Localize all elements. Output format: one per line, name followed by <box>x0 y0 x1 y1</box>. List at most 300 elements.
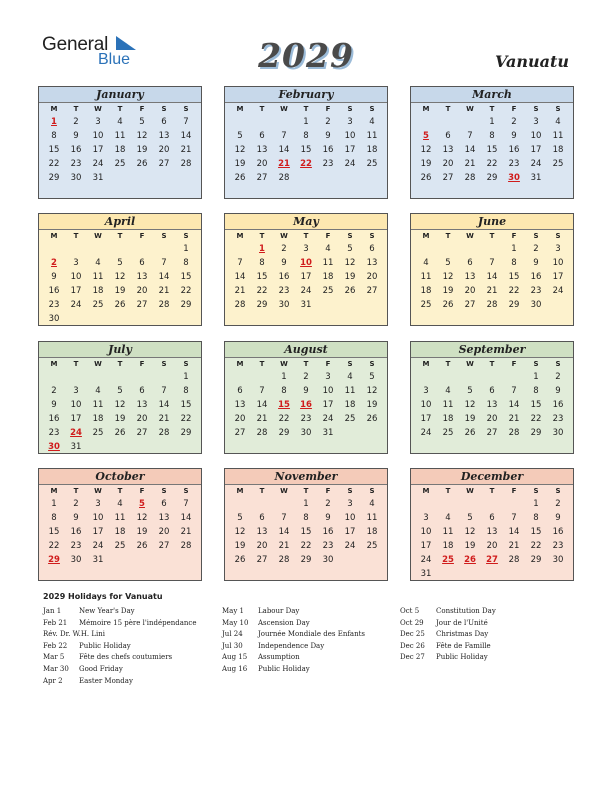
day-cell: 4 <box>117 499 123 509</box>
week-row <box>39 171 201 185</box>
weekday-header: T <box>303 232 309 240</box>
holiday-day-cell: 24 <box>70 428 82 438</box>
weekday-header: S <box>533 487 539 495</box>
day-cell: 27 <box>158 541 170 551</box>
day-cell: 7 <box>183 499 189 509</box>
week-row <box>39 412 201 426</box>
week-row <box>225 525 387 539</box>
weekday-header: T <box>117 232 123 240</box>
weekday-header: S <box>533 232 539 240</box>
day-cell: 1 <box>183 244 189 254</box>
day-cell: 14 <box>180 513 192 523</box>
holiday-row <box>222 641 365 653</box>
day-cell <box>109 312 131 326</box>
holiday-date: Mar 5 <box>43 653 65 662</box>
day-cell: 12 <box>114 272 126 282</box>
holiday-row <box>43 676 196 688</box>
day-cell: 27 <box>256 173 268 183</box>
day-cell: 22 <box>180 286 192 296</box>
week-row <box>39 298 201 312</box>
weekday-header: S <box>555 232 561 240</box>
weekday-header: S <box>347 360 353 368</box>
day-cell: 29 <box>486 173 498 183</box>
week-row <box>39 129 201 143</box>
day-cell: 19 <box>464 541 476 551</box>
day-cell <box>547 298 569 312</box>
holiday-name: Public Holiday <box>258 664 310 673</box>
weekday-header: F <box>511 360 517 368</box>
week-row <box>411 497 573 511</box>
day-cell <box>361 171 383 185</box>
holiday-date: Jan 1 <box>43 607 62 615</box>
weekday-header-row <box>39 230 201 242</box>
day-cell: 19 <box>442 286 454 296</box>
day-cell: 23 <box>322 541 334 551</box>
day-cell: 9 <box>533 258 539 268</box>
day-cell: 5 <box>445 258 451 268</box>
day-cell: 11 <box>114 513 126 523</box>
day-cell: 20 <box>256 159 268 169</box>
day-cell: 22 <box>180 414 192 424</box>
day-cell: 3 <box>325 372 331 382</box>
day-cell: 21 <box>508 414 520 424</box>
day-cell <box>503 567 525 581</box>
day-cell <box>87 312 109 326</box>
day-cell <box>109 553 131 567</box>
day-cell: 12 <box>114 400 126 410</box>
day-cell: 24 <box>70 300 82 310</box>
day-cell: 16 <box>508 145 520 155</box>
day-cell: 26 <box>114 300 126 310</box>
month-title: December <box>411 469 573 485</box>
week-row <box>39 270 201 284</box>
day-cell: 24 <box>322 414 334 424</box>
day-cell: 8 <box>183 258 189 268</box>
weekday-header: W <box>280 360 288 368</box>
holiday-column <box>400 606 496 664</box>
day-cell <box>317 298 339 312</box>
holiday-row <box>43 629 196 641</box>
day-cell <box>251 115 273 129</box>
day-cell: 28 <box>256 428 268 438</box>
holiday-row <box>400 652 496 664</box>
weekday-header: T <box>489 487 495 495</box>
holiday-date: May 1 <box>222 607 244 615</box>
day-cell: 28 <box>464 173 476 183</box>
week-row <box>225 242 387 256</box>
holiday-name: Christmas Day <box>436 630 489 639</box>
day-cell <box>229 370 251 384</box>
week-row <box>411 398 573 412</box>
day-cell: 3 <box>423 386 429 396</box>
day-cell: 11 <box>366 131 378 141</box>
day-cell <box>109 242 131 256</box>
day-cell: 5 <box>467 386 473 396</box>
day-cell: 20 <box>136 286 148 296</box>
day-cell: 2 <box>303 372 309 382</box>
holiday-name: Ascension Day <box>258 618 310 627</box>
week-row <box>411 157 573 171</box>
weekday-header-row <box>411 358 573 370</box>
weekday-header-row <box>225 230 387 242</box>
weekday-header: T <box>489 105 495 113</box>
day-cell: 5 <box>117 386 123 396</box>
week-row <box>39 384 201 398</box>
day-cell: 21 <box>508 541 520 551</box>
holiday-day-cell: 16 <box>300 400 312 410</box>
day-cell: 30 <box>70 173 82 183</box>
day-cell: 19 <box>114 286 126 296</box>
weekday-header: S <box>183 232 189 240</box>
holiday-day-cell: 29 <box>48 555 60 565</box>
day-cell <box>361 426 383 440</box>
day-cell: 6 <box>467 258 473 268</box>
weekday-header: T <box>73 105 79 113</box>
day-cell: 8 <box>51 513 57 523</box>
day-cell: 8 <box>303 513 309 523</box>
day-cell: 19 <box>464 414 476 424</box>
day-cell <box>361 553 383 567</box>
day-cell: 7 <box>511 513 517 523</box>
day-cell: 31 <box>70 442 82 452</box>
day-cell: 1 <box>303 117 309 127</box>
holiday-row <box>400 606 496 618</box>
day-cell <box>131 312 153 326</box>
weekday-header: T <box>73 360 79 368</box>
day-cell: 26 <box>442 300 454 310</box>
holiday-date: Mar 30 <box>43 664 69 673</box>
day-cell: 13 <box>136 272 148 282</box>
holiday-column <box>43 606 196 687</box>
day-cell: 24 <box>344 159 356 169</box>
day-cell: 1 <box>281 372 287 382</box>
day-cell: 27 <box>256 555 268 565</box>
month-march <box>410 86 574 199</box>
weekday-header: S <box>533 360 539 368</box>
week-row <box>411 115 573 129</box>
holiday-row <box>43 641 196 653</box>
day-cell <box>525 567 547 581</box>
day-cell <box>503 370 525 384</box>
day-cell: 7 <box>489 258 495 268</box>
month-september <box>410 341 574 454</box>
day-cell <box>229 497 251 511</box>
day-cell: 25 <box>420 300 432 310</box>
day-cell <box>109 370 131 384</box>
weekday-header-row <box>39 358 201 370</box>
week-row <box>225 129 387 143</box>
day-cell: 29 <box>180 300 192 310</box>
day-cell: 18 <box>420 286 432 296</box>
day-cell: 17 <box>92 145 104 155</box>
week-row <box>411 384 573 398</box>
weekday-header: M <box>422 360 430 368</box>
day-cell: 3 <box>555 244 561 254</box>
weekday-header: T <box>259 360 265 368</box>
holiday-date: Feb 21 <box>43 618 68 627</box>
day-cell <box>153 553 175 567</box>
day-cell: 11 <box>442 527 454 537</box>
day-cell <box>65 370 87 384</box>
day-cell: 25 <box>552 159 564 169</box>
weekday-header: W <box>94 232 102 240</box>
day-cell: 24 <box>552 286 564 296</box>
day-cell: 26 <box>234 173 246 183</box>
day-cell: 22 <box>48 541 60 551</box>
day-cell: 26 <box>234 555 246 565</box>
month-july <box>38 341 202 454</box>
week-row <box>39 242 201 256</box>
day-cell: 20 <box>158 527 170 537</box>
day-cell: 21 <box>180 145 192 155</box>
day-cell: 4 <box>117 117 123 127</box>
day-cell: 26 <box>366 414 378 424</box>
weekday-header: S <box>161 360 167 368</box>
day-cell: 20 <box>136 414 148 424</box>
holiday-row <box>400 641 496 653</box>
holiday-date: Dec 27 <box>400 653 425 662</box>
week-row <box>39 115 201 129</box>
day-cell: 14 <box>256 400 268 410</box>
week-row <box>411 426 573 440</box>
day-cell: 2 <box>73 117 79 127</box>
week-row <box>411 412 573 426</box>
day-cell <box>459 370 481 384</box>
weekday-header: T <box>303 487 309 495</box>
day-cell: 31 <box>300 300 312 310</box>
day-cell <box>503 497 525 511</box>
day-cell: 10 <box>344 513 356 523</box>
day-cell: 12 <box>136 513 148 523</box>
day-cell: 12 <box>234 527 246 537</box>
day-cell: 25 <box>322 286 334 296</box>
day-cell: 12 <box>344 258 356 268</box>
day-cell: 20 <box>442 159 454 169</box>
day-cell: 29 <box>256 300 268 310</box>
week-row <box>39 553 201 567</box>
day-cell: 7 <box>281 513 287 523</box>
day-cell: 16 <box>48 414 60 424</box>
day-cell: 10 <box>322 386 334 396</box>
weekday-header: T <box>117 487 123 495</box>
day-cell: 1 <box>183 372 189 382</box>
day-cell: 4 <box>369 117 375 127</box>
weekday-header: F <box>325 105 331 113</box>
day-cell: 7 <box>259 386 265 396</box>
day-cell: 4 <box>555 117 561 127</box>
day-cell: 4 <box>95 258 101 268</box>
month-june <box>410 213 574 326</box>
day-cell: 25 <box>442 428 454 438</box>
week-row <box>39 157 201 171</box>
day-cell: 16 <box>278 272 290 282</box>
weekday-header: T <box>259 232 265 240</box>
week-row <box>225 497 387 511</box>
day-cell: 25 <box>114 159 126 169</box>
weekday-header: M <box>236 232 244 240</box>
day-cell: 15 <box>300 527 312 537</box>
day-cell <box>437 115 459 129</box>
day-cell: 22 <box>530 541 542 551</box>
day-cell: 10 <box>70 400 82 410</box>
day-cell <box>175 440 197 454</box>
day-cell: 11 <box>420 272 432 282</box>
day-cell: 18 <box>92 414 104 424</box>
day-cell: 27 <box>464 300 476 310</box>
day-cell: 21 <box>158 414 170 424</box>
holiday-day-cell: 30 <box>48 442 60 452</box>
day-cell: 16 <box>70 145 82 155</box>
holiday-date: Dec 25 <box>400 630 425 639</box>
holiday-row <box>43 618 196 630</box>
day-cell <box>153 312 175 326</box>
day-cell: 16 <box>322 527 334 537</box>
day-cell: 24 <box>530 159 542 169</box>
day-cell: 20 <box>486 414 498 424</box>
day-cell: 5 <box>117 258 123 268</box>
day-cell <box>251 370 273 384</box>
day-cell: 26 <box>136 541 148 551</box>
day-cell <box>153 242 175 256</box>
day-cell: 11 <box>442 400 454 410</box>
day-cell <box>43 370 65 384</box>
day-cell: 9 <box>325 131 331 141</box>
day-cell: 1 <box>533 499 539 509</box>
holiday-day-cell: 5 <box>139 499 145 509</box>
holidays-title: 2029 Holidays for Vanuatu <box>43 592 163 601</box>
day-cell: 18 <box>114 527 126 537</box>
weekday-header: M <box>422 232 430 240</box>
day-cell: 12 <box>136 131 148 141</box>
day-cell: 22 <box>48 159 60 169</box>
day-cell: 28 <box>234 300 246 310</box>
day-cell: 28 <box>158 428 170 438</box>
weekday-header: T <box>259 105 265 113</box>
day-cell: 17 <box>420 414 432 424</box>
day-cell: 14 <box>158 272 170 282</box>
day-cell: 24 <box>420 555 432 565</box>
day-cell <box>415 242 437 256</box>
week-row <box>39 539 201 553</box>
day-cell: 3 <box>347 117 353 127</box>
day-cell: 29 <box>180 428 192 438</box>
holiday-name: Public Holiday <box>436 653 488 662</box>
day-cell <box>481 567 503 581</box>
week-row <box>411 284 573 298</box>
day-cell <box>459 115 481 129</box>
day-cell: 23 <box>552 541 564 551</box>
day-cell: 9 <box>51 272 57 282</box>
month-january <box>38 86 202 199</box>
day-cell: 24 <box>300 286 312 296</box>
day-cell: 20 <box>486 541 498 551</box>
day-cell: 19 <box>114 414 126 424</box>
day-cell: 11 <box>344 386 356 396</box>
day-cell: 13 <box>256 527 268 537</box>
weekday-header: W <box>280 105 288 113</box>
day-cell <box>339 426 361 440</box>
day-cell: 29 <box>278 428 290 438</box>
day-cell: 6 <box>139 386 145 396</box>
day-cell: 31 <box>530 173 542 183</box>
day-cell: 28 <box>508 428 520 438</box>
weekday-header: M <box>422 105 430 113</box>
day-cell: 28 <box>180 159 192 169</box>
day-cell <box>437 370 459 384</box>
day-cell: 2 <box>51 386 57 396</box>
day-cell <box>459 567 481 581</box>
day-cell: 1 <box>51 499 57 509</box>
day-cell: 30 <box>322 555 334 565</box>
holiday-date: Rév. Dr. W.H. Lini <box>43 630 106 639</box>
holiday-day-cell: 30 <box>508 173 520 183</box>
day-cell: 15 <box>256 272 268 282</box>
weekday-header: W <box>466 105 474 113</box>
day-cell: 13 <box>256 145 268 155</box>
holiday-name: Good Friday <box>79 664 123 673</box>
weekday-header: S <box>183 105 189 113</box>
month-october <box>38 468 202 581</box>
day-cell <box>87 370 109 384</box>
weekday-header: F <box>325 487 331 495</box>
week-row <box>39 497 201 511</box>
day-cell: 17 <box>322 400 334 410</box>
day-cell: 23 <box>322 159 334 169</box>
day-cell: 3 <box>95 499 101 509</box>
holiday-day-cell: 5 <box>423 131 429 141</box>
day-cell <box>65 312 87 326</box>
holiday-date: Apr 2 <box>43 676 63 685</box>
day-cell: 10 <box>420 400 432 410</box>
day-cell: 3 <box>533 117 539 127</box>
day-cell <box>273 497 295 511</box>
day-cell: 12 <box>464 527 476 537</box>
day-cell: 5 <box>139 117 145 127</box>
day-cell: 26 <box>114 428 126 438</box>
day-cell <box>437 242 459 256</box>
holiday-row <box>43 652 196 664</box>
holiday-date: Jul 30 <box>222 641 243 650</box>
week-row <box>225 143 387 157</box>
day-cell: 23 <box>530 286 542 296</box>
day-cell: 23 <box>552 414 564 424</box>
day-cell: 25 <box>366 159 378 169</box>
day-cell: 6 <box>369 244 375 254</box>
day-cell: 6 <box>445 131 451 141</box>
day-cell <box>251 497 273 511</box>
day-cell: 29 <box>508 300 520 310</box>
day-cell: 8 <box>281 386 287 396</box>
day-cell: 11 <box>366 513 378 523</box>
holiday-date: Jul 24 <box>222 630 243 639</box>
holiday-row <box>400 629 496 641</box>
month-may <box>224 213 388 326</box>
day-cell: 11 <box>114 131 126 141</box>
day-cell: 30 <box>530 300 542 310</box>
day-cell: 15 <box>180 400 192 410</box>
week-row <box>411 242 573 256</box>
weekday-header: S <box>555 487 561 495</box>
week-row <box>411 539 573 553</box>
day-cell: 26 <box>420 173 432 183</box>
weekday-header: M <box>50 105 58 113</box>
week-row <box>225 115 387 129</box>
day-cell: 2 <box>555 499 561 509</box>
day-cell: 1 <box>511 244 517 254</box>
day-cell <box>131 171 153 185</box>
week-row <box>225 284 387 298</box>
day-cell: 15 <box>48 527 60 537</box>
